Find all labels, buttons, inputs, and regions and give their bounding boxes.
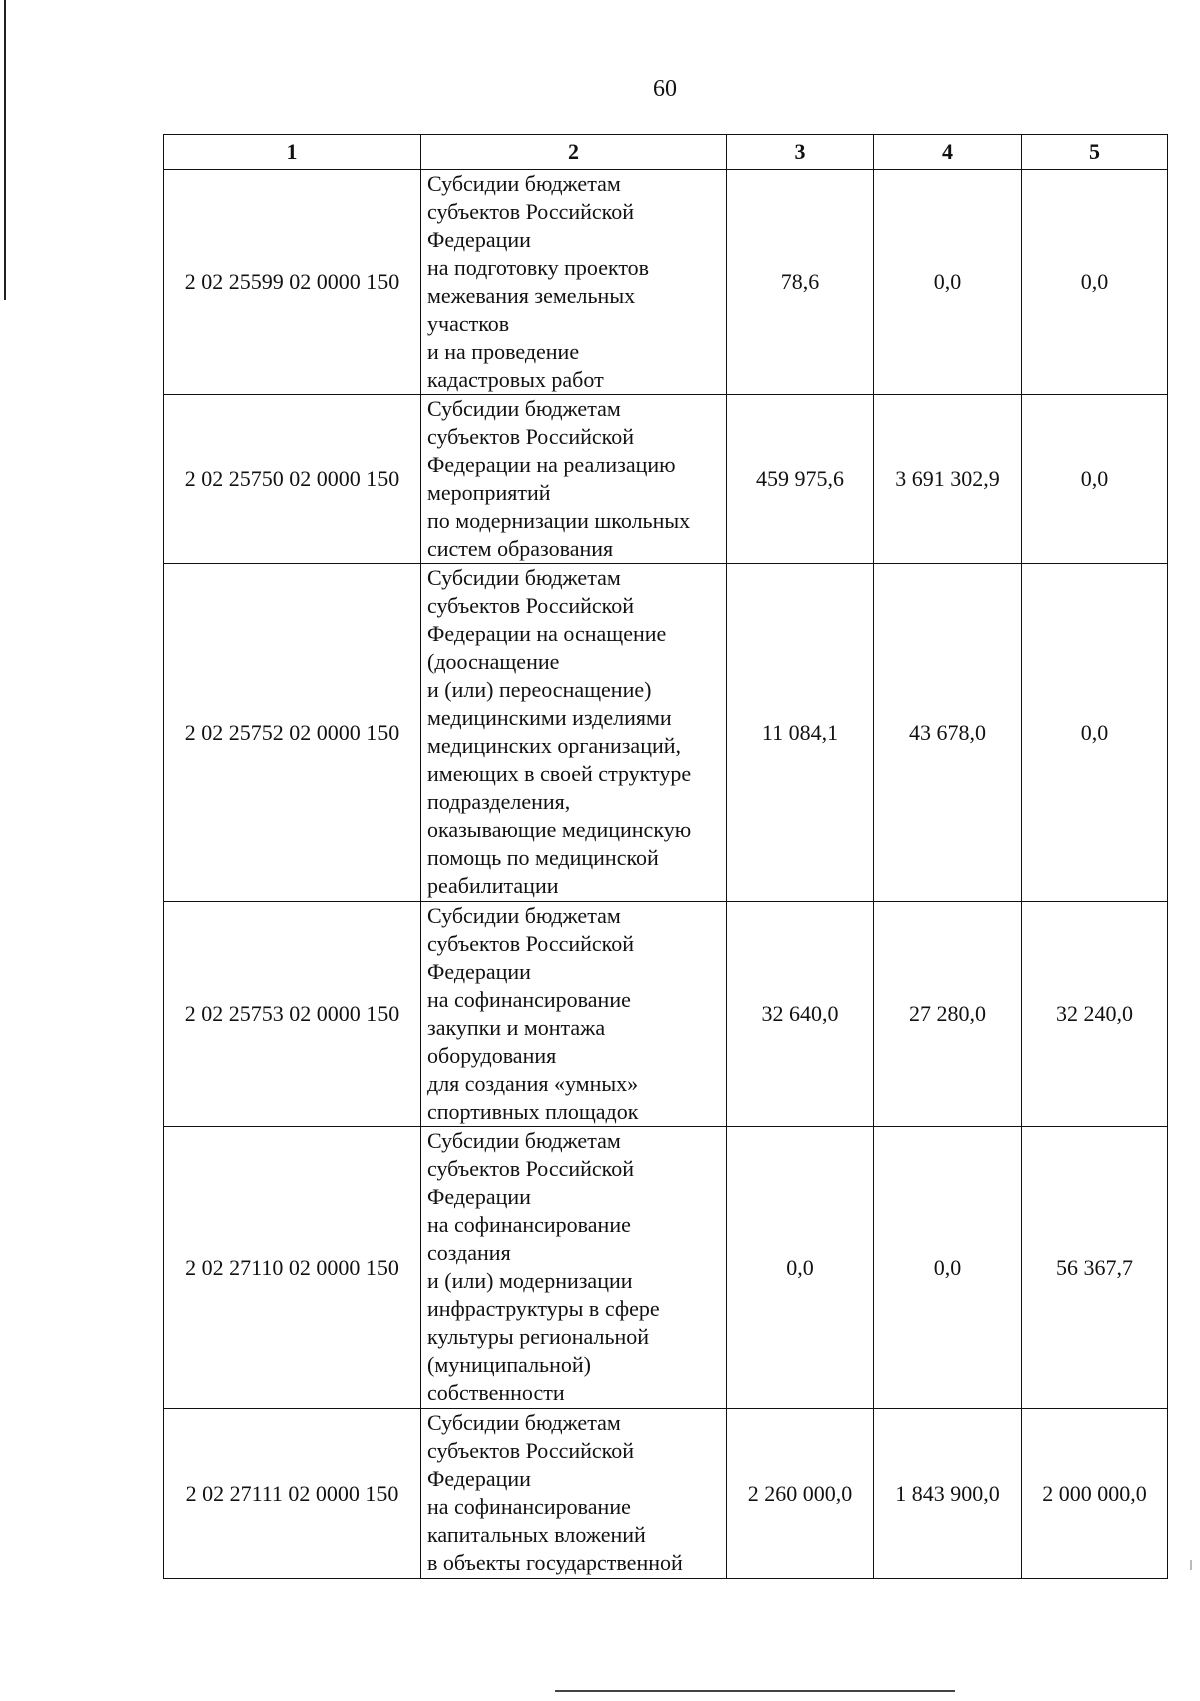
amount-col-4: 1 843 900,0: [874, 1409, 1022, 1579]
amount-col-5: 2 000 000,0: [1022, 1409, 1168, 1579]
table-row: [164, 170, 1168, 395]
description: Субсидии бюджетам субъектов Российской Федерации на софинансирование создания и (или) модернизации инфраструктуры в сфере культуры региональной (муниципальной) собственности: [421, 1127, 727, 1409]
header-col-3: 3: [727, 135, 874, 170]
scan-left-edge: [4, 0, 6, 300]
budget-table: [163, 134, 1168, 1579]
description: Субсидии бюджетам субъектов Российской Федерации на реализацию мероприятий по модернизации школьных систем образования: [421, 395, 727, 564]
description: Субсидии бюджетам субъектов Российской Федерации на оснащение (дооснащение и (или) переоснащение) медицинскими изделиями медицинских организаций, имеющих в своей структуре подразделения, оказывающие медицинскую помощь по медицинской реабилитации: [421, 564, 727, 902]
page-number: 60: [653, 76, 677, 102]
table-row: [164, 1127, 1168, 1409]
scan-mark: [1190, 1560, 1192, 1570]
header-row: [164, 135, 1168, 170]
table-row: [164, 564, 1168, 902]
amount-col-4: 27 280,0: [874, 902, 1022, 1127]
table-row: [164, 395, 1168, 564]
header-col-1: 1: [164, 135, 421, 170]
budget-code: 2 02 27110 02 0000 150: [164, 1127, 421, 1409]
amount-col-4: 43 678,0: [874, 564, 1022, 902]
amount-col-3: 459 975,6: [727, 395, 874, 564]
amount-col-4: 0,0: [874, 1127, 1022, 1409]
header-col-2: 2: [421, 135, 727, 170]
header-col-5: 5: [1022, 135, 1168, 170]
table-row: [164, 902, 1168, 1127]
amount-col-5: 0,0: [1022, 170, 1168, 395]
description: Субсидии бюджетам субъектов Российской Федерации на софинансирование закупки и монтажа оборудования для создания «умных» спортивных площадок: [421, 902, 727, 1127]
amount-col-5: 0,0: [1022, 395, 1168, 564]
description: Субсидии бюджетам субъектов Российской Федерации на софинансирование капитальных вложений в объекты государственной: [421, 1409, 727, 1579]
amount-col-3: 11 084,1: [727, 564, 874, 902]
amount-col-3: 32 640,0: [727, 902, 874, 1127]
bottom-rule: [555, 1690, 955, 1692]
amount-col-4: 3 691 302,9: [874, 395, 1022, 564]
amount-col-3: 78,6: [727, 170, 874, 395]
header-col-4: 4: [874, 135, 1022, 170]
budget-code: 2 02 25599 02 0000 150: [164, 170, 421, 395]
description: Субсидии бюджетам субъектов Российской Федерации на подготовку проектов межевания земельных участков и на проведение кадастровых работ: [421, 170, 727, 395]
amount-col-3: 0,0: [727, 1127, 874, 1409]
amount-col-5: 56 367,7: [1022, 1127, 1168, 1409]
budget-code: 2 02 25750 02 0000 150: [164, 395, 421, 564]
amount-col-3: 2 260 000,0: [727, 1409, 874, 1579]
amount-col-5: 0,0: [1022, 564, 1168, 902]
table-row: [164, 1409, 1168, 1579]
amount-col-4: 0,0: [874, 170, 1022, 395]
amount-col-5: 32 240,0: [1022, 902, 1168, 1127]
budget-code: 2 02 25752 02 0000 150: [164, 564, 421, 902]
budget-code: 2 02 27111 02 0000 150: [164, 1409, 421, 1579]
budget-code: 2 02 25753 02 0000 150: [164, 902, 421, 1127]
